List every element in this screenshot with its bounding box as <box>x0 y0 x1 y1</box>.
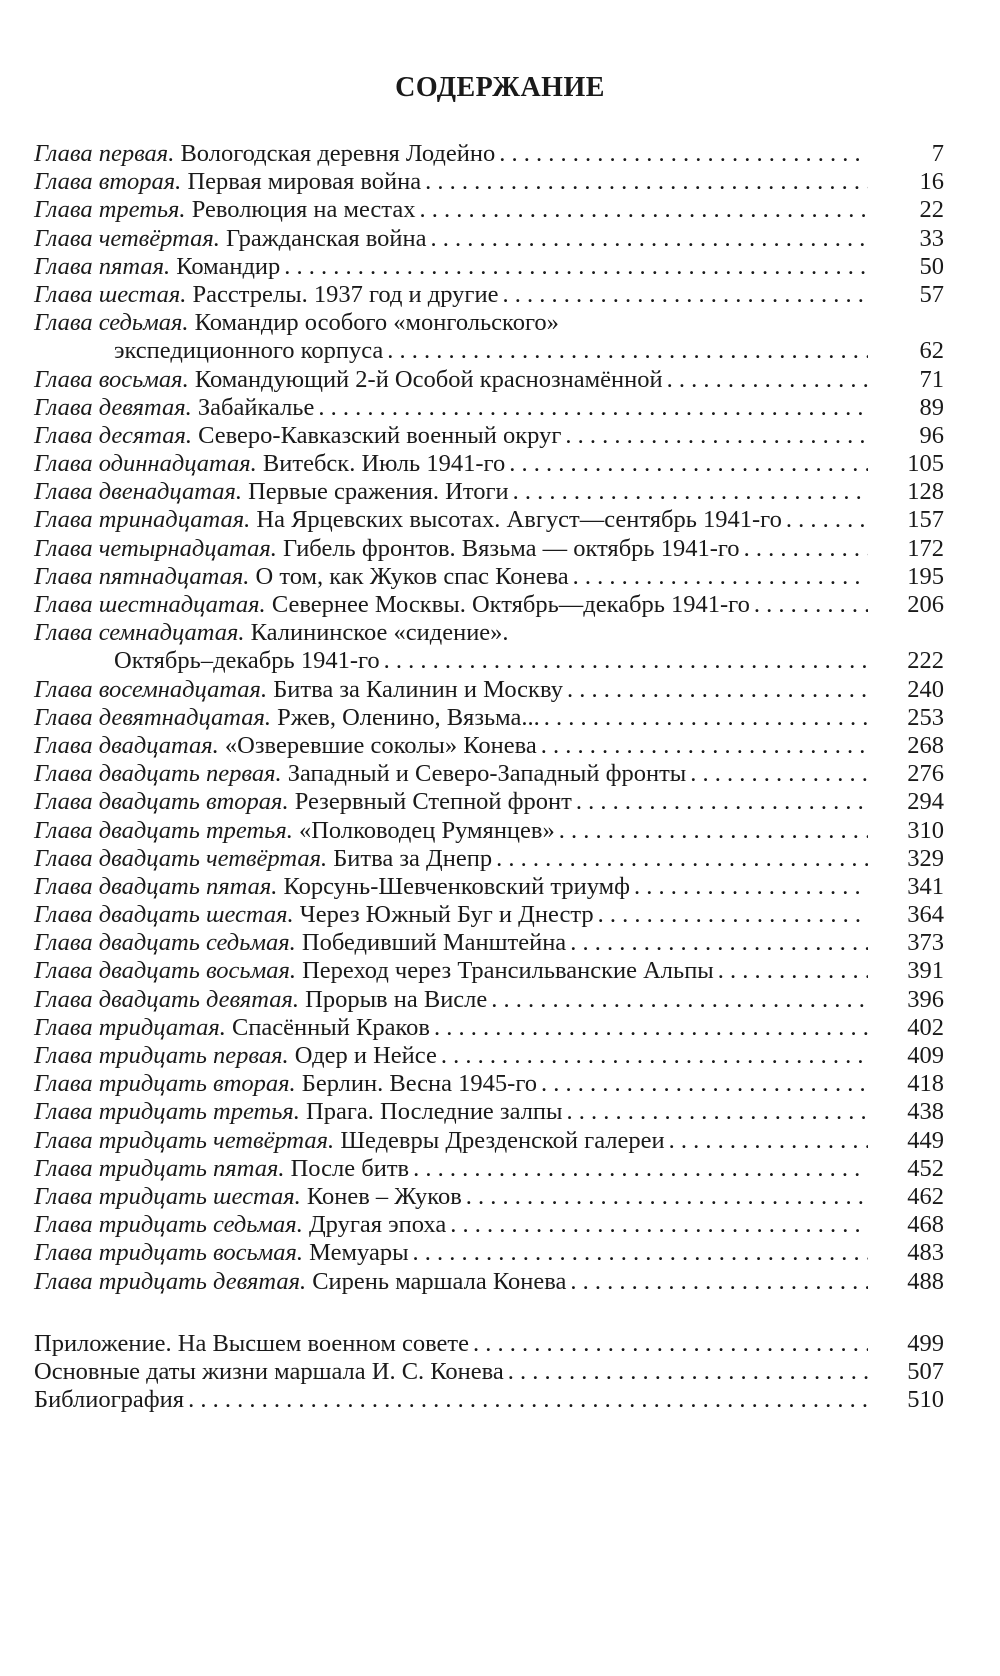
dot-leader <box>413 1155 868 1183</box>
appendix-entry[interactable] <box>34 1358 944 1386</box>
toc-entry[interactable] <box>34 1268 944 1296</box>
page-number: 468 <box>907 1211 944 1239</box>
chapter-title: Северо-Кавказский военный округ <box>198 421 562 449</box>
toc-entry-text <box>34 1183 462 1211</box>
chapter-label: Глава первая. <box>34 140 175 167</box>
page-number: 7 <box>931 140 944 167</box>
chapter-label: Глава тридцать восьмая. <box>34 1239 304 1267</box>
dot-leader <box>513 478 868 506</box>
chapter-title: Революция на местах <box>191 196 416 224</box>
toc-entry[interactable] <box>34 1042 944 1070</box>
page-number: 452 <box>907 1154 944 1182</box>
page-number: 253 <box>907 703 944 731</box>
chapter-title: Прага. Последние залпы <box>306 1098 563 1126</box>
chapter-label: Глава тридцать девятая. <box>34 1267 307 1295</box>
toc-entry-text <box>34 168 421 196</box>
page-number: 240 <box>907 675 944 703</box>
chapter-title: Другая эпоха <box>308 1211 447 1239</box>
chapter-label: Глава двадцать четвёртая. <box>34 844 328 872</box>
chapter-label: Глава двадцатая. <box>34 731 219 759</box>
toc-entry[interactable] <box>34 732 944 760</box>
dot-leader <box>188 1386 868 1414</box>
toc-entry-text <box>34 366 663 394</box>
toc-entry[interactable] <box>34 1211 944 1239</box>
page-number: 510 <box>907 1386 944 1414</box>
toc-entry[interactable] <box>34 394 944 422</box>
dot-leader <box>567 676 868 704</box>
page-number: 96 <box>919 421 944 449</box>
page-number: 128 <box>907 478 944 506</box>
chapter-label: Глава одиннадцатая. <box>34 450 257 478</box>
chapter-label: Глава тридцать шестая. <box>34 1182 301 1210</box>
toc-entry[interactable] <box>34 591 944 619</box>
toc-entry-continuation[interactable] <box>34 337 944 365</box>
dot-leader <box>576 788 868 816</box>
table-of-contents <box>34 140 944 1414</box>
chapter-title: Забайкалье <box>197 393 315 421</box>
page-number: 57 <box>919 280 944 308</box>
chapter-label: Глава двадцать шестая. <box>34 901 294 929</box>
chapter-title-continuation: экспедиционного корпуса <box>114 337 384 365</box>
chapter-title: Севернее Москвы. Октябрь—декабрь 1941-го <box>271 591 750 618</box>
appendix-title: Библиография <box>34 1386 185 1414</box>
toc-entry[interactable] <box>34 845 944 873</box>
chapter-label: Глава тридцать первая. <box>34 1042 289 1069</box>
toc-entry[interactable] <box>34 168 944 196</box>
dot-leader <box>754 591 868 619</box>
dot-leader <box>541 1070 868 1098</box>
chapter-label: Глава пятнадцатая. <box>34 562 250 590</box>
appendix-entry[interactable] <box>34 1330 944 1358</box>
toc-entry-text <box>34 253 280 281</box>
dot-leader <box>718 957 868 985</box>
chapter-title: Переход через Трансильванские Альпы <box>302 957 714 985</box>
page-number: 222 <box>907 647 944 675</box>
toc-entry-text <box>34 873 630 901</box>
chapter-title: Битва за Днепр <box>333 844 493 872</box>
chapter-label: Глава шестая. <box>34 280 187 308</box>
toc-entry-text <box>34 1098 563 1126</box>
chapter-title: Гибель фронтов. Вязьма — октябрь 1941-го <box>282 534 740 562</box>
page-number: 462 <box>907 1182 944 1210</box>
chapter-title: Расстрелы. 1937 год и другие <box>192 280 499 308</box>
chapter-label: Глава пятая. <box>34 252 171 280</box>
dot-leader <box>573 563 868 591</box>
chapter-list <box>34 140 944 1296</box>
page-number: 195 <box>907 562 944 590</box>
chapter-label: Глава восьмая. <box>34 365 189 393</box>
chapter-label: Глава двадцать пятая. <box>34 872 278 900</box>
chapter-title: На Ярцевских высотах. Август—сентябрь 1941-го <box>256 506 782 534</box>
toc-entry[interactable] <box>34 929 944 957</box>
toc-entry-text <box>34 732 537 760</box>
dot-leader <box>450 1211 868 1239</box>
toc-entry-text <box>34 394 314 422</box>
dot-leader <box>473 1330 868 1358</box>
toc-entry[interactable] <box>34 704 944 732</box>
page-number: 488 <box>907 1267 944 1295</box>
dot-leader <box>387 337 868 365</box>
chapter-label: Глава третья. <box>34 196 186 224</box>
chapter-title: Сирень маршала Конева <box>312 1267 567 1295</box>
chapter-title: Победивший Манштейна <box>301 929 567 957</box>
chapter-title: Битва за Калинин и Москву <box>273 675 563 703</box>
toc-entry[interactable] <box>34 788 944 816</box>
page-number: 157 <box>907 506 944 534</box>
toc-entry-text <box>34 788 572 816</box>
dot-leader <box>491 986 868 1014</box>
dot-leader <box>419 196 868 224</box>
toc-entry-text <box>34 817 555 845</box>
toc-entry[interactable] <box>34 901 944 929</box>
toc-entry[interactable] <box>34 957 944 985</box>
dot-leader <box>413 1239 868 1267</box>
dot-leader <box>441 1042 868 1070</box>
toc-entry[interactable] <box>34 760 944 788</box>
toc-entry[interactable] <box>34 506 944 534</box>
chapter-label: Глава тридцать четвёртая. <box>34 1126 335 1154</box>
toc-entry[interactable] <box>34 1183 944 1211</box>
toc-entry[interactable] <box>34 1070 944 1098</box>
toc-entry-text <box>34 1211 446 1239</box>
page-number: 438 <box>907 1098 944 1126</box>
dot-leader <box>499 140 868 168</box>
chapter-label: Глава тринадцатая. <box>34 506 251 534</box>
toc-entry-text <box>34 845 492 873</box>
chapter-label: Глава тридцать седьмая. <box>34 1211 303 1239</box>
toc-entry[interactable] <box>34 140 944 168</box>
chapter-label: Глава двадцать третья. <box>34 816 293 844</box>
chapter-title: Корсунь-Шевченковский триумф <box>283 872 631 900</box>
toc-entry[interactable] <box>34 422 944 450</box>
chapter-title: Шедевры Дрезденской галереи <box>340 1126 665 1154</box>
toc-entry-text <box>34 478 509 506</box>
dot-leader <box>570 929 868 957</box>
dot-leader <box>744 535 868 563</box>
dot-leader <box>786 506 868 534</box>
chapter-label: Глава семнадцатая. <box>34 619 245 647</box>
chapter-label: Глава двадцать первая. <box>34 760 282 788</box>
toc-entry-text <box>34 535 740 563</box>
toc-entry-text <box>34 704 540 732</box>
chapter-title: Через Южный Буг и Днестр <box>299 901 594 929</box>
toc-entry[interactable] <box>34 253 944 281</box>
toc-entry-text <box>34 422 561 450</box>
page-number: 396 <box>907 985 944 1013</box>
page-number: 71 <box>919 365 944 393</box>
chapter-label: Глава тридцать третья. <box>34 1098 300 1126</box>
dot-leader <box>634 873 868 901</box>
page-number: 391 <box>907 957 944 985</box>
appendix-title: Основные даты жизни маршала И. С. Конева <box>34 1357 504 1385</box>
page-number: 329 <box>907 844 944 872</box>
chapter-label: Глава седьмая. <box>34 309 189 337</box>
toc-entry-text <box>34 957 714 985</box>
toc-entry[interactable] <box>34 1127 944 1155</box>
chapter-title: Западный и Северо-Западный фронты <box>287 760 687 788</box>
chapter-title: Первая мировая война <box>187 168 422 196</box>
chapter-label: Глава вторая. <box>34 168 182 196</box>
toc-entry[interactable] <box>34 873 944 901</box>
dot-leader <box>318 394 868 422</box>
toc-entry-text <box>34 1127 665 1155</box>
chapter-title: О том, как Жуков спас Конева <box>255 562 569 590</box>
chapter-title: Резервный Степной фронт <box>294 788 572 816</box>
toc-entry-text <box>34 760 686 788</box>
chapter-label: Глава тридцать вторая. <box>34 1070 296 1098</box>
chapter-title: Командующий 2-й Особой краснознамённой <box>194 365 663 393</box>
chapter-title: Мемуары <box>309 1239 409 1267</box>
dot-leader <box>559 817 868 845</box>
toc-entry-text <box>34 986 487 1014</box>
toc-entry-text <box>34 1268 566 1296</box>
dot-leader <box>567 1098 869 1126</box>
chapter-label: Глава двадцать девятая. <box>34 985 300 1013</box>
toc-entry[interactable] <box>34 1239 944 1267</box>
dot-leader <box>509 450 868 478</box>
chapter-label: Глава тридцатая. <box>34 1013 226 1041</box>
page-number: 364 <box>907 901 944 929</box>
chapter-label: Глава девятнадцатая. <box>34 703 272 731</box>
dot-leader <box>425 168 868 196</box>
toc-entry-text <box>34 1239 409 1267</box>
dot-leader <box>541 732 868 760</box>
dot-leader <box>502 281 868 309</box>
toc-entry[interactable] <box>34 366 944 394</box>
chapter-title: Одер и Нейсе <box>294 1042 437 1069</box>
dot-leader <box>434 1014 868 1042</box>
chapter-label: Глава двадцать вторая. <box>34 788 289 816</box>
dot-leader <box>496 845 868 873</box>
toc-entry[interactable] <box>34 619 944 647</box>
toc-entry-text <box>34 506 782 534</box>
toc-entry-text <box>34 1070 537 1098</box>
toc-entry[interactable] <box>34 1014 944 1042</box>
chapter-label: Глава восемнадцатая. <box>34 675 268 703</box>
chapter-label: Глава четвёртая. <box>34 224 220 252</box>
toc-entry[interactable] <box>34 676 944 704</box>
dot-leader <box>508 1358 868 1386</box>
page-number: 294 <box>907 788 944 816</box>
dot-leader <box>431 225 868 253</box>
toc-entry[interactable] <box>34 1098 944 1126</box>
page-number: 276 <box>907 760 944 788</box>
toc-entry[interactable] <box>34 817 944 845</box>
toc-entry-text <box>34 1042 437 1070</box>
toc-entry[interactable] <box>34 535 944 563</box>
toc-entry[interactable] <box>34 450 944 478</box>
page-number: 50 <box>919 252 944 280</box>
chapter-label: Глава двадцать восьмая. <box>34 957 296 985</box>
page-number: 89 <box>919 393 944 421</box>
dot-leader <box>667 366 868 394</box>
page-number: 499 <box>907 1329 944 1357</box>
page-number: 507 <box>907 1357 944 1385</box>
toc-entry[interactable] <box>34 309 944 337</box>
page-number: 105 <box>907 450 944 478</box>
appendix-list <box>34 1330 944 1415</box>
chapter-title: Ржев, Оленино, Вязьма... <box>277 703 540 731</box>
chapter-label: Глава четырнадцатая. <box>34 534 277 562</box>
dot-leader <box>565 422 868 450</box>
dot-leader <box>598 901 868 929</box>
chapter-title: Калининское «сидение». <box>250 619 509 647</box>
page-number: 409 <box>907 1042 944 1069</box>
toc-entry-text <box>34 1014 430 1042</box>
page-number: 310 <box>907 816 944 844</box>
chapter-title: Конев – Жуков <box>306 1182 462 1210</box>
chapter-title: Берлин. Весна 1945-го <box>301 1070 538 1098</box>
chapter-title-continuation: Октябрь–декабрь 1941-го <box>114 647 380 675</box>
chapter-title: Гражданская война <box>225 224 427 252</box>
page-number: 483 <box>907 1239 944 1267</box>
chapter-title: Первые сражения. Итоги <box>248 478 509 506</box>
dot-leader <box>690 760 868 788</box>
page-title: СОДЕРЖАНИЕ <box>395 72 605 103</box>
chapter-label: Глава десятая. <box>34 421 192 449</box>
chapter-title: «Полководец Румянцев» <box>298 816 555 844</box>
page-number: 172 <box>907 534 944 562</box>
toc-entry-text <box>34 1155 409 1183</box>
appendix-title: Приложение. На Высшем военном совете <box>34 1329 469 1357</box>
chapter-label: Глава шестнадцатая. <box>34 591 266 618</box>
toc-entry[interactable] <box>34 563 944 591</box>
toc-entry-text <box>34 281 498 309</box>
toc-entry-text <box>34 450 505 478</box>
chapter-label: Глава двенадцатая. <box>34 478 242 506</box>
toc-entry[interactable] <box>34 478 944 506</box>
toc-entry[interactable] <box>34 281 944 309</box>
chapter-title: Командир <box>176 252 281 280</box>
dot-leader <box>384 647 868 675</box>
toc-entry-text <box>34 196 415 224</box>
toc-entry[interactable] <box>34 196 944 224</box>
toc-entry[interactable] <box>34 225 944 253</box>
chapter-label: Глава двадцать седьмая. <box>34 929 296 957</box>
chapter-title: Спасённый Краков <box>231 1013 430 1041</box>
chapter-title: Витебск. Июль 1941-го <box>262 450 506 478</box>
toc-entry-text <box>34 563 569 591</box>
chapter-label: Глава девятая. <box>34 393 192 421</box>
dot-leader <box>544 704 868 732</box>
toc-entry[interactable] <box>34 986 944 1014</box>
dot-leader <box>466 1183 868 1211</box>
page-number: 22 <box>919 196 944 224</box>
toc-entry-continuation[interactable] <box>34 647 944 675</box>
toc-entry-text <box>34 309 559 337</box>
page-number: 268 <box>907 731 944 759</box>
chapter-title: «Озверевшие соколы» Конева <box>224 731 537 759</box>
toc-entry-text <box>34 619 509 647</box>
chapter-title: Прорыв на Висле <box>305 985 488 1013</box>
page-number: 62 <box>919 337 944 365</box>
dot-leader <box>284 253 868 281</box>
page-number: 16 <box>919 168 944 196</box>
page-number: 33 <box>919 224 944 252</box>
toc-entry-text <box>34 225 427 253</box>
chapter-title: После битв <box>290 1154 410 1182</box>
dot-leader <box>669 1127 868 1155</box>
page-number: 341 <box>907 872 944 900</box>
toc-entry-text <box>34 901 594 929</box>
page-number: 449 <box>907 1126 944 1154</box>
page-number: 206 <box>907 591 944 618</box>
toc-entry-text <box>34 929 566 957</box>
chapter-title: Вологодская деревня Лодейно <box>180 140 496 167</box>
dot-leader <box>570 1268 868 1296</box>
toc-entry-text <box>34 140 495 168</box>
page-number: 373 <box>907 929 944 957</box>
toc-entry[interactable] <box>34 1155 944 1183</box>
toc-entry-text <box>34 676 563 704</box>
toc-entry-text <box>34 591 750 619</box>
chapter-title: Командир особого «монгольского» <box>194 309 559 337</box>
page-number: 402 <box>907 1013 944 1041</box>
appendix-entry[interactable] <box>34 1386 944 1414</box>
chapter-label: Глава тридцать пятая. <box>34 1154 285 1182</box>
page-number: 418 <box>907 1070 944 1098</box>
